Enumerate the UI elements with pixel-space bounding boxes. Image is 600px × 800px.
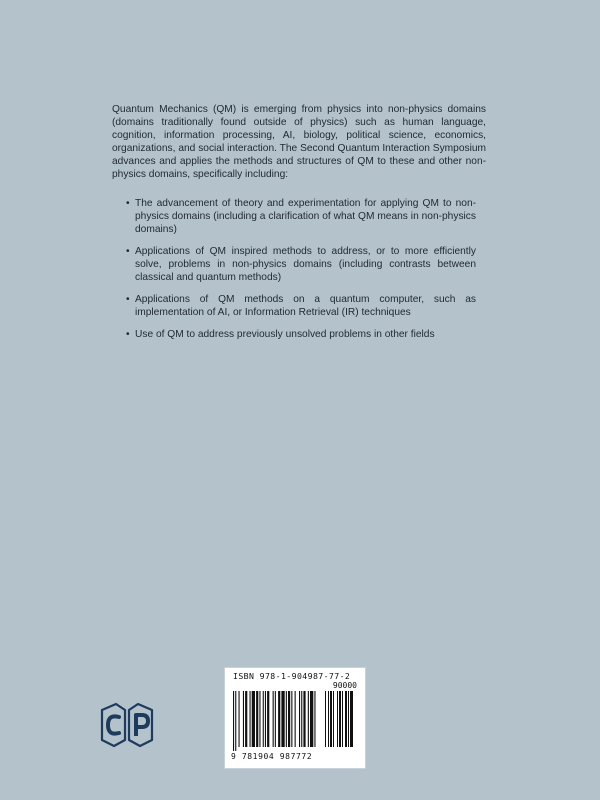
bullet-text: Applications of QM inspired methods to address, or to more efficiently solve, problems in non-physics domains (including contrasts between classical and quantum methods) <box>135 246 476 283</box>
isbn-barcode <box>224 667 366 769</box>
bullet-item <box>126 328 476 341</box>
bullet-dot: • <box>126 294 130 305</box>
description-bullet-list <box>126 197 476 350</box>
bullet-item <box>126 293 476 319</box>
barcode-addon-number: 90000 <box>332 681 357 690</box>
bullet-item <box>126 197 476 236</box>
bullet-dot: • <box>126 198 130 209</box>
bullet-item <box>126 245 476 284</box>
bullet-text: Use of QM to address previously unsolved problems in other fields <box>135 329 435 340</box>
cp-shield-logo-icon <box>96 700 158 750</box>
bullet-text: The advancement of theory and experimentation for applying QM to non-physics domains (including a clarification of what QM means in non-physics domains) <box>135 198 476 235</box>
barcode-bars <box>231 691 359 751</box>
bullet-text: Applications of QM methods on a quantum computer, such as implementation of AI, or Information Retrieval (IR) techniques <box>135 294 476 318</box>
bullet-dot: • <box>126 329 130 340</box>
barcode-ean-number: 9 781904 987772 <box>231 752 313 761</box>
isbn-label: ISBN 978-1-904987-77-2 <box>233 671 351 681</box>
bullet-dot: • <box>126 246 130 257</box>
description-intro: Quantum Mechanics (QM) is emerging from physics into non-physics domains (domains traditionally found outside of physics) such as human language, cognition, information processing, AI, biology, political science, economics, organizations, and social interaction. The Second Quantum Interaction Symposium advances and applies the methods and structures of QM to these and other non-physics domains, specifically including: <box>112 104 486 180</box>
